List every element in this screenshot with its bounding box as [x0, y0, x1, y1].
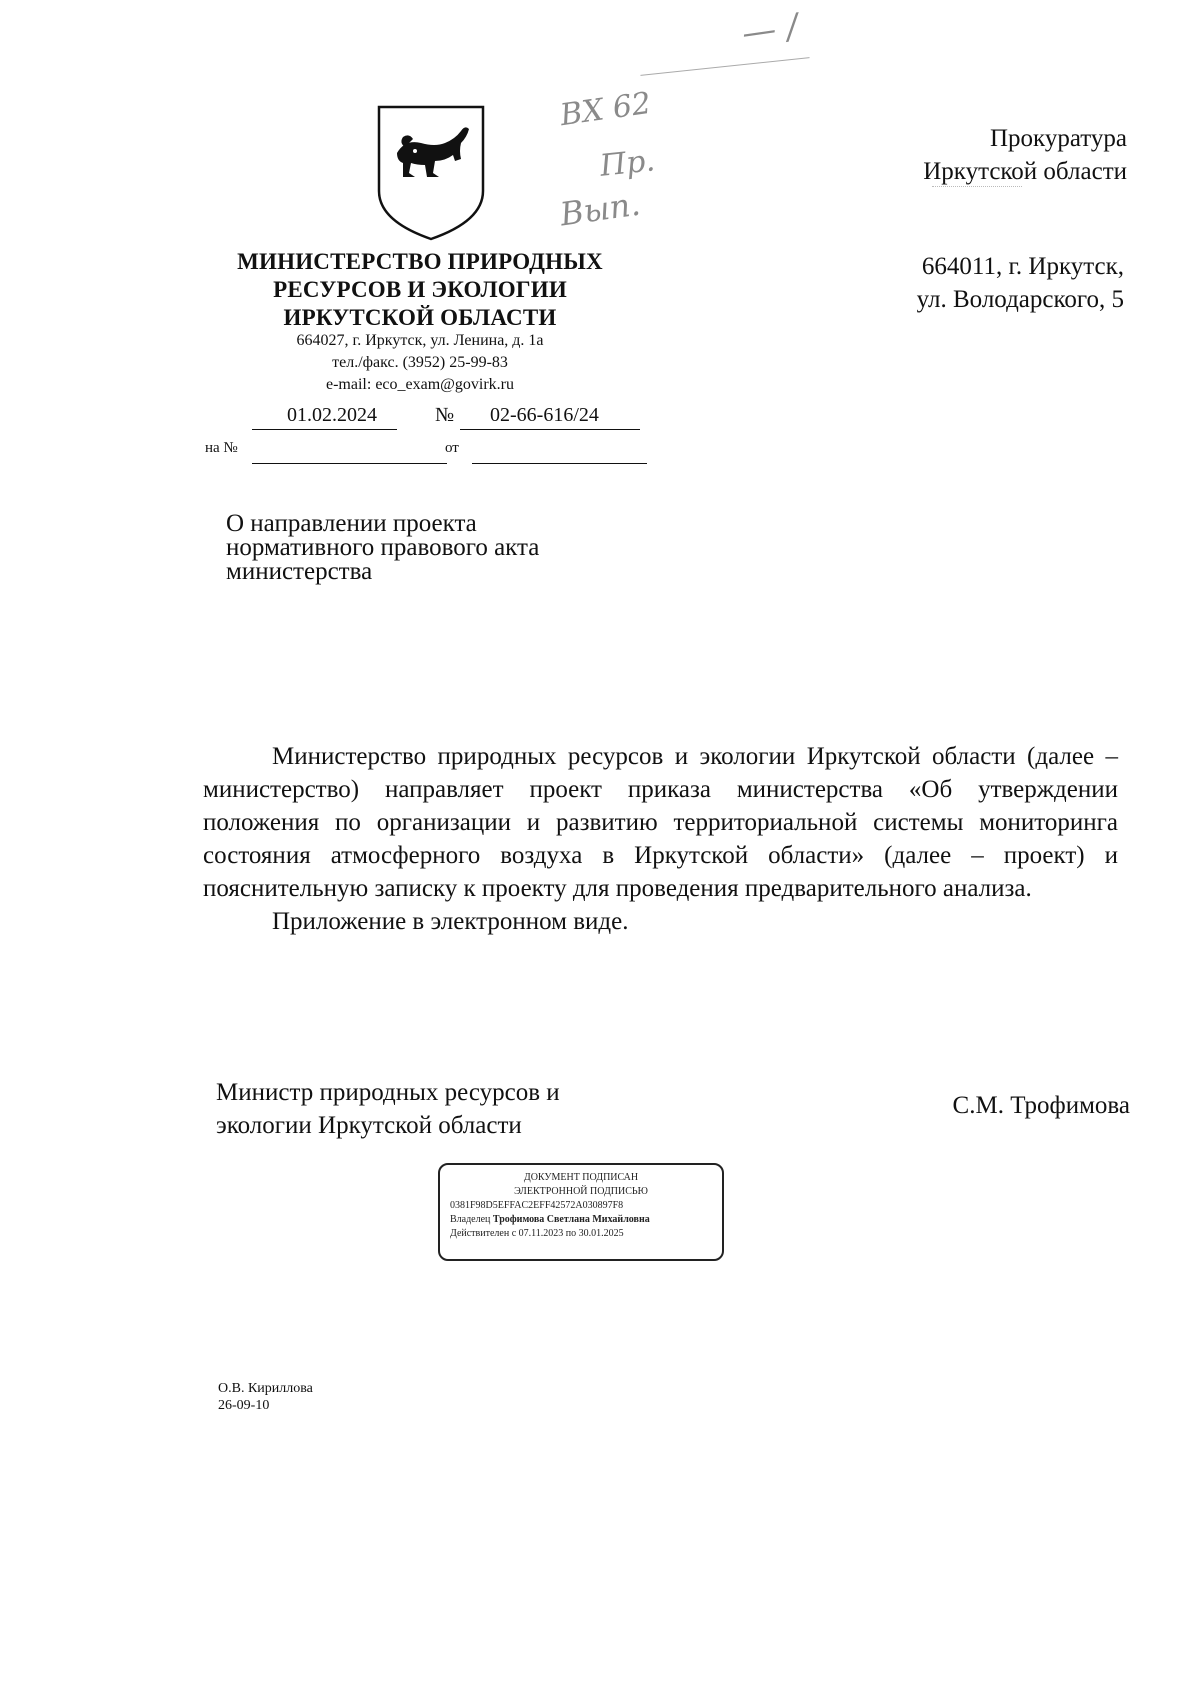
stamp-certificate: 0381F98D5EFFAC2EFF42572A030897F8 [450, 1200, 624, 1211]
ministry-name [200, 248, 640, 332]
body-paragraph-2: Приложение в электронном виде. [272, 908, 629, 935]
number-underline [460, 429, 640, 430]
stamp-owner [450, 1213, 712, 1227]
subject-line-1: О направлении проекта [226, 510, 477, 537]
executor-info [218, 1380, 313, 1414]
executor-name: О.В. Кириллова [218, 1381, 313, 1396]
handwritten-mark-registration: ВХ 62 [558, 85, 654, 134]
ministry-email: e-mail: eco_exam@govirk.ru [326, 376, 514, 393]
signer-position-line-1: Министр природных ресурсов и [216, 1079, 560, 1106]
subject-line-3: министерства [226, 558, 373, 585]
outgoing-number: 02-66-616/24 [490, 404, 599, 426]
date-underline [252, 429, 397, 430]
reference-date-underline [472, 463, 647, 464]
reference-number-label: на № [205, 440, 238, 456]
body-paragraph-1: Министерство природных ресурсов и экологии Иркутской области (далее – министерство) направляет проект приказа министерства «Об утверждении положения по организации и развитию территориальной системы мониторинга состояния атмосферного воздуха в Иркутской области» (далее – проект) и пояснительную записку к проекту для проведения предварительного анализа. [203, 743, 1118, 902]
coat-of-arms-icon [375, 103, 487, 243]
stamp-owner-label: Владелец [450, 1214, 491, 1225]
addressee-address-line-2: ул. Володарского, 5 [916, 286, 1124, 313]
reference-from-label: от [445, 440, 459, 456]
addressee [923, 122, 1127, 188]
signer-position-line-2: экологии Иркутской области [216, 1112, 522, 1139]
stamp-validity: Действителен с 07.11.2023 по 30.01.2025 [450, 1228, 624, 1239]
handwritten-dash [932, 186, 1022, 187]
ministry-name-line-2: РЕСУРСОВ И ЭКОЛОГИИ [273, 277, 567, 302]
handwritten-mark-note: Пр. [598, 143, 657, 184]
ministry-name-line-1: МИНИСТЕРСТВО ПРИРОДНЫХ [237, 249, 603, 274]
stamp-title-line-1: ДОКУМЕНТ ПОДПИСАН [523, 1172, 639, 1183]
electronic-signature-stamp [438, 1163, 724, 1261]
outgoing-number-label: № [435, 404, 455, 426]
ministry-name-line-3: ИРКУТСКОЙ ОБЛАСТИ [283, 305, 557, 330]
outgoing-date: 01.02.2024 [287, 404, 377, 426]
ministry-address: 664027, г. Иркутск, ул. Ленина, д. 1а [296, 332, 544, 349]
signer-position [216, 1076, 560, 1142]
ministry-contacts [220, 330, 620, 396]
letter-body [203, 740, 1118, 938]
subject-line-2: нормативного правового акта [226, 534, 540, 561]
letter-subject [226, 512, 646, 584]
reference-number-underline [252, 463, 447, 464]
stamp-owner-name: Трофимова Светлана Михайловна [492, 1214, 650, 1225]
ministry-phone: тел./факс. (3952) 25-99-83 [332, 354, 508, 371]
handwritten-mark-execution: Вып. [557, 184, 643, 234]
executor-phone: 26-09-10 [218, 1398, 270, 1413]
addressee-line-2: Иркутской области [923, 158, 1127, 185]
handwritten-mark-top: — / [739, 6, 801, 54]
addressee-address-line-1: 664011, г. Иркутск, [921, 253, 1124, 280]
stamp-title-line-2: ЭЛЕКТРОННОЙ ПОДПИСЬЮ [514, 1186, 648, 1197]
signer-name: С.М. Трофимова [952, 1092, 1130, 1119]
addressee-line-1: Прокуратура [990, 125, 1127, 152]
addressee-address [917, 250, 1124, 316]
handwritten-underline [640, 57, 809, 76]
